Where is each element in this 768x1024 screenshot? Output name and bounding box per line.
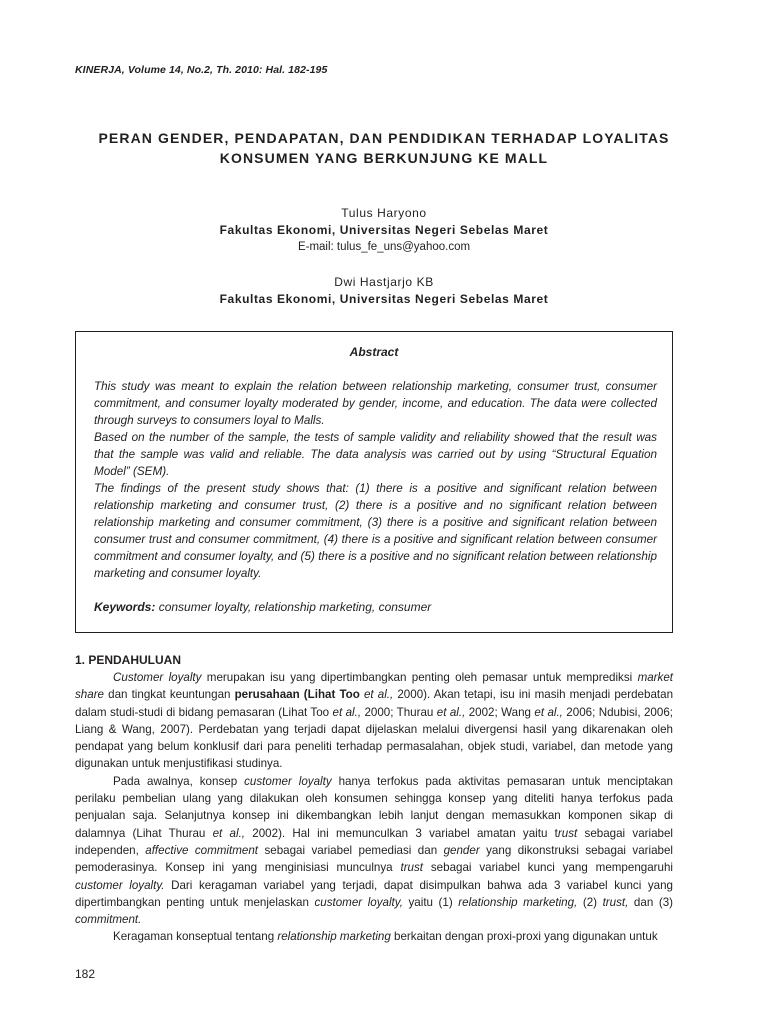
- author-name: Tulus Haryono: [341, 206, 427, 220]
- author-name: Dwi Hastjarjo KB: [334, 275, 434, 289]
- abstract-paragraph: This study was meant to explain the relation between relationship marketing, consumer trust, consumer commitment, and consumer loyalty moderated by gender, income, and education. The data were collected through surveys to consumers loyal to Malls.: [94, 380, 657, 427]
- abstract-body: [94, 378, 657, 582]
- author-affiliation: Fakultas Ekonomi, Universitas Negeri Sebelas Maret: [219, 223, 549, 237]
- journal-header: KINERJA, Volume 14, No.2, Th. 2010: Hal. 182-195: [75, 64, 328, 76]
- author-block-1: [84, 205, 684, 256]
- author-affiliation: Fakultas Ekonomi, Universitas Negeri Sebelas Maret: [219, 292, 549, 306]
- body-paragraph-3: Keragaman konseptual tentang relationship marketing berkaitan dengan proxi-proxi yang digunakan untuk: [113, 930, 658, 944]
- abstract-box: [75, 331, 673, 633]
- keywords-line: [94, 600, 431, 614]
- abstract-paragraph: Based on the number of the sample, the tests of sample validity and reliability showed that the result was that the sample was valid and reliable. The data analysis was carried out by using “Structural Equation Model” (SEM).: [94, 431, 657, 478]
- author-email[interactable]: E-mail: tulus_fe_uns@yahoo.com: [297, 241, 471, 253]
- keywords-label: Keywords:: [94, 600, 156, 614]
- article-title: [60, 128, 708, 168]
- section-heading: 1. PENDAHULUAN: [75, 653, 182, 667]
- article-title-line-1: PERAN GENDER, PENDAPATAN, DAN PENDIDIKAN TERHADAP LOYALITAS: [98, 130, 670, 146]
- keywords-value: consumer loyalty, relationship marketing, consumer: [158, 600, 432, 614]
- abstract-paragraph: The findings of the present study shows that: (1) there is a positive and significant relation between relationship marketing and consumer trust, (2) there is a positive and no significant relation between relationship marketing and consumer commitment, (3) there is a positive and significant relation between consumer trust and consumer commitment, (4) there is a positive and significant relation between consumer commitment and consumer loyalty, and (5) there is a positive and no significant relation between relationship marketing and consumer loyalty.: [94, 482, 657, 580]
- page-number: 182: [75, 967, 96, 981]
- article-title-line-2: KONSUMEN YANG BERKUNJUNG KE MALL: [219, 150, 549, 166]
- section-body: [75, 669, 673, 946]
- abstract-heading: Abstract: [349, 345, 399, 359]
- body-paragraph-1: Customer loyalty merupakan isu yang dipertimbangkan penting oleh pemasar untuk memprediksi market share dan tingkat keuntungan perusahaan (Lihat Too et al., 2000). Akan tetapi, isu ini masih menjadi perdebatan dalam studi-studi di bidang pemasaran (Lihat Too et al., 2000; Thurau et al., 2002; Wang et al., 2006; Ndubisi, 2006; Liang & Wang, 2007). Perdebatan yang terjadi dapat dijelaskan melalui divergensi hasil yang dikarenakan oleh pendapat yang belum konklusif dari para peneliti terhadap permasalahan, objek studi, variabel, dan metode yang digunakan untuk menjustifikasi studinya.: [75, 671, 674, 771]
- author-block-2: [84, 274, 684, 308]
- body-paragraph-2: Pada awalnya, konsep customer loyalty hanya terfokus pada aktivitas pemasaran untuk menciptakan perilaku pembelian ulang yang dilakukan oleh konsumen sehingga konsep yang diteliti hanya terfokus pada penjualan saja. Selanjutnya konsep ini dikembangkan lebih lanjut dengan memasukkan komponen sikap di dalamnya (Lihat Thurau et al., 2002). Hal ini memunculkan 3 variabel amatan yaitu trust sebagai variabel independen, affective commitment sebagai variabel pemediasi dan gender yang dikonstruksi sebagai variabel pemoderasinya. Konsep ini yang menginisiasi munculnya trust sebagai variabel kunci yang mempengaruhi customer loyalty. Dari keragaman variabel yang terjadi, dapat disimpulkan bahwa ada 3 variabel kunci yang dipertimbangkan penting untuk menjelaskan customer loyalty, yaitu (1) relationship marketing, (2) trust, dan (3) commitment.: [75, 774, 674, 927]
